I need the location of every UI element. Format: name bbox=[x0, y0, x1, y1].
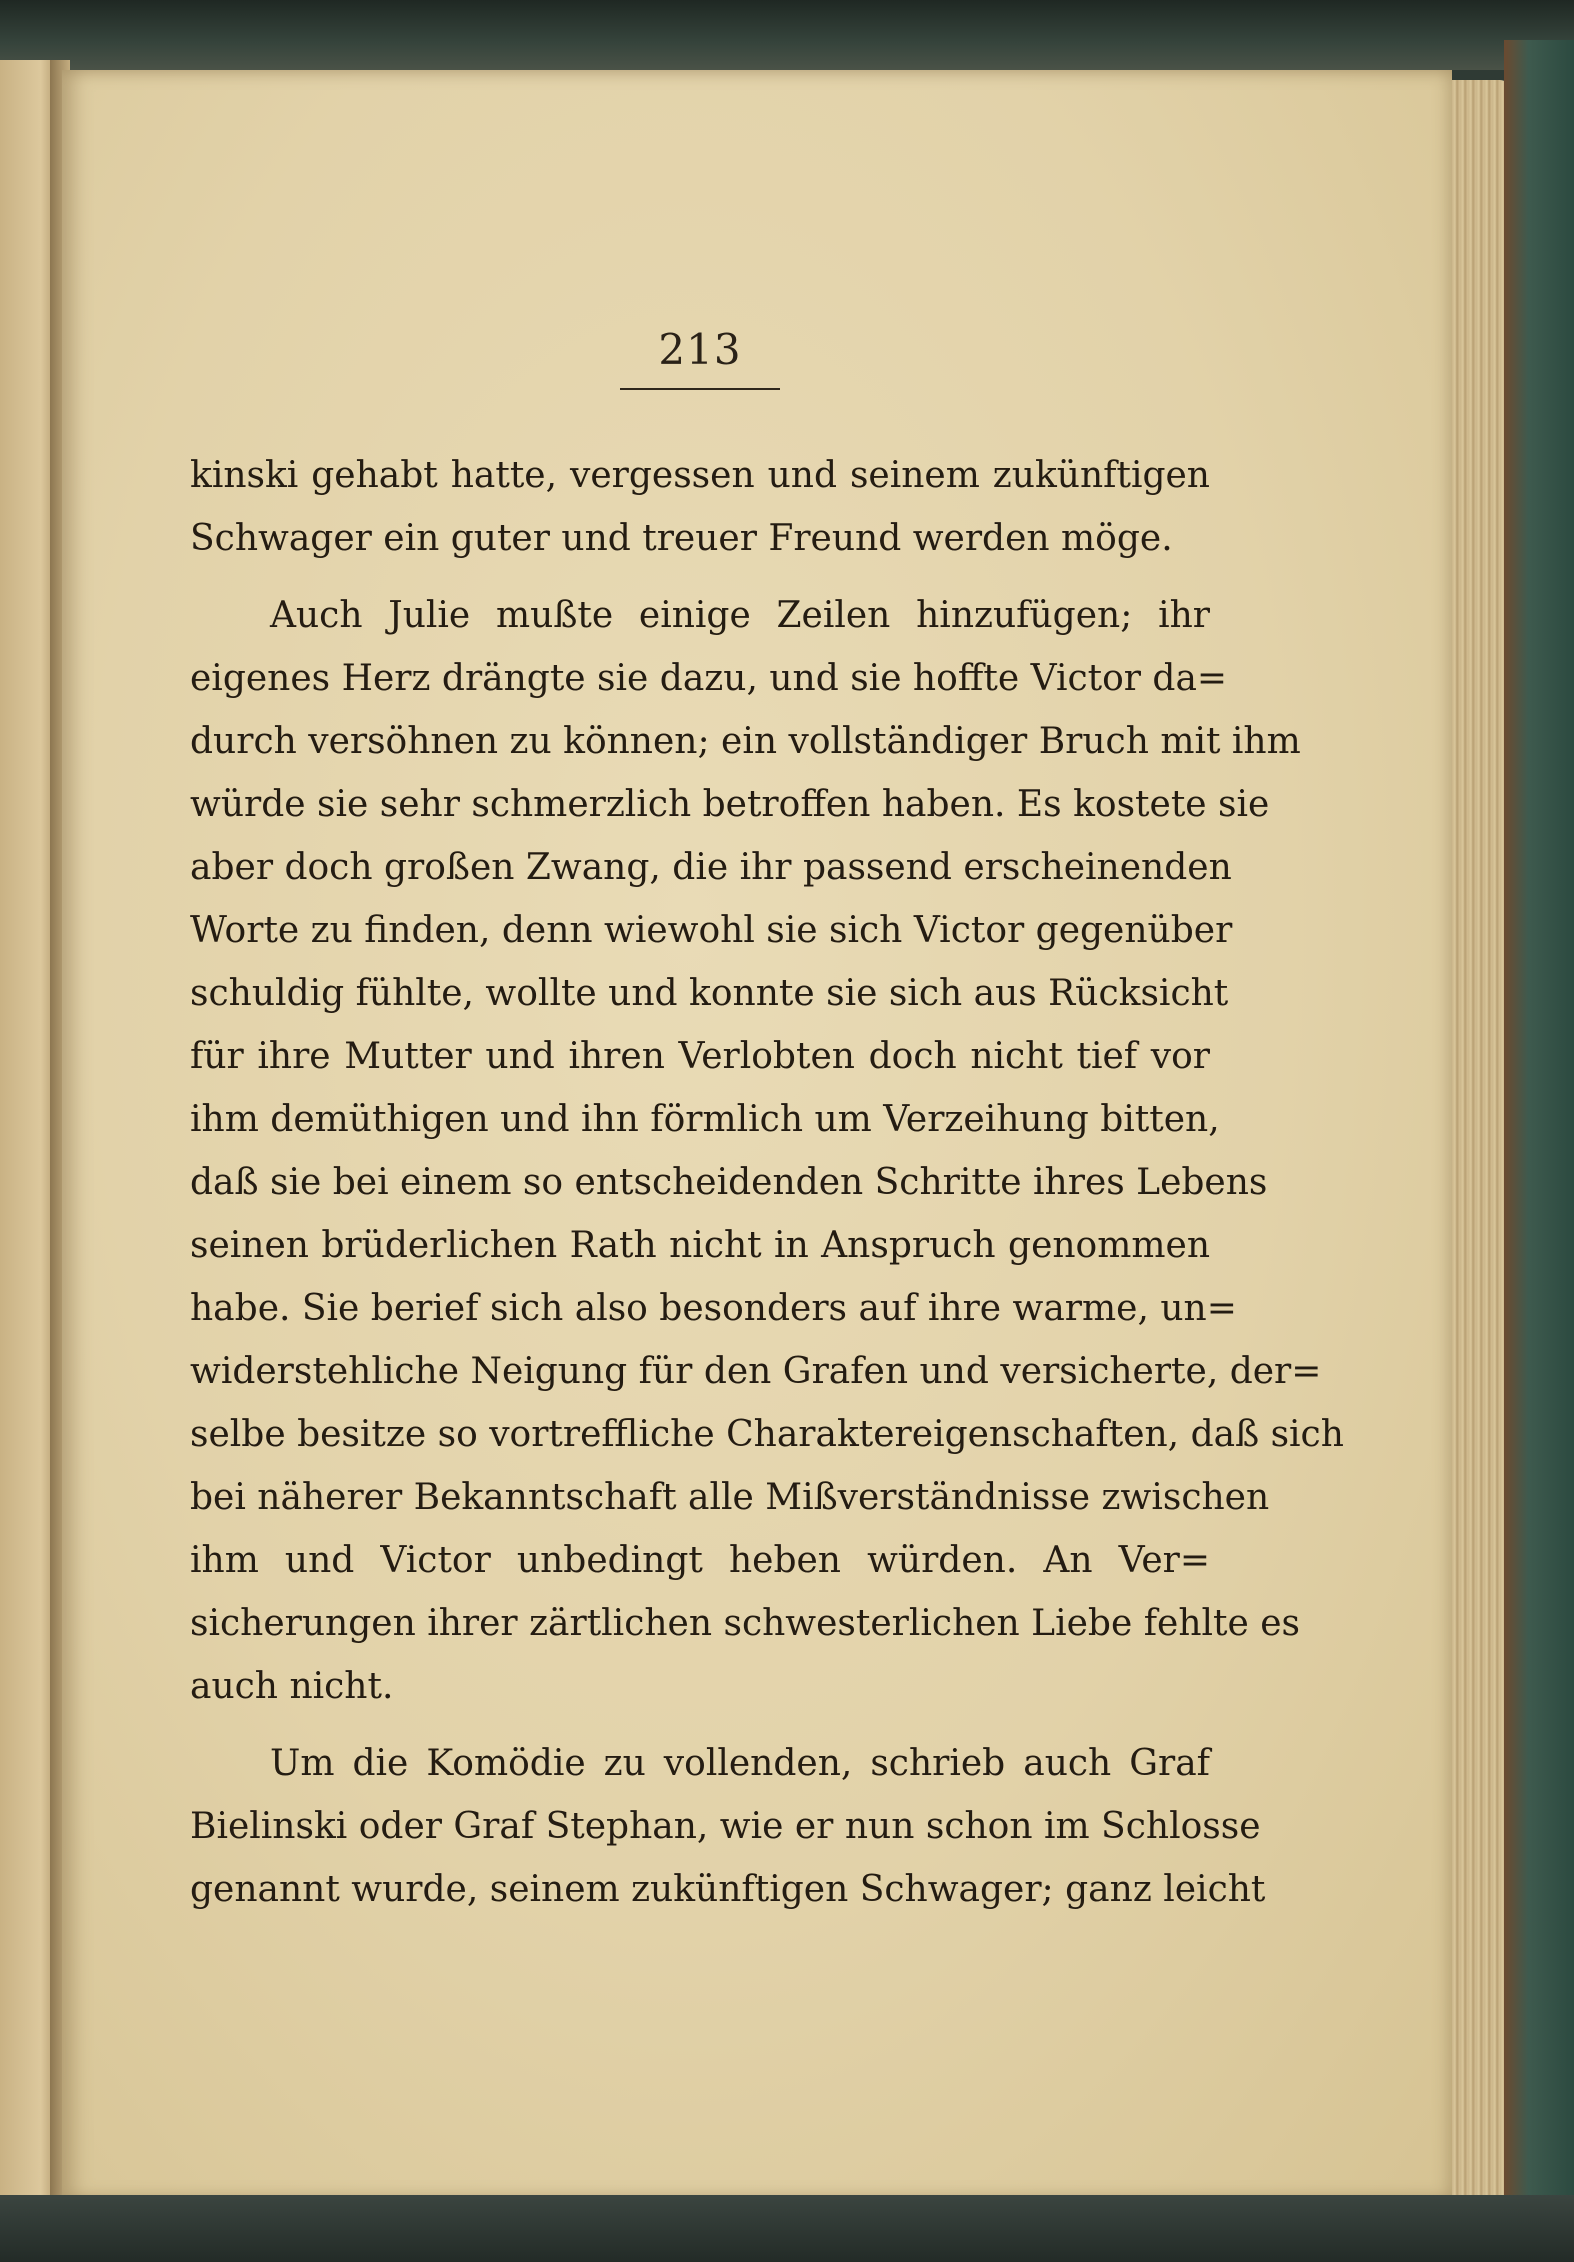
text-line: Um die Komödie zu vollenden, schrieb auch Graf bbox=[270, 1743, 1210, 1784]
text-line: auch nicht. bbox=[190, 1666, 394, 1707]
header-rule bbox=[620, 388, 780, 390]
text-line: daß sie bei einem so entscheidenden Schritte ihres Lebens bbox=[190, 1162, 1268, 1203]
text-line: genannt wurde, seinem zukünftigen Schwager; ganz leicht bbox=[190, 1869, 1266, 1910]
text-line: seinen brüderlichen Rath nicht in Anspruch genommen bbox=[190, 1225, 1210, 1266]
text-line: schuldig fühlte, wollte und konnte sie sich aus Rücksicht bbox=[190, 973, 1229, 1014]
text-line: Auch Julie mußte einige Zeilen hinzufügen; ihr bbox=[270, 595, 1210, 636]
page-header bbox=[620, 320, 780, 390]
scan-background-top bbox=[0, 0, 1574, 70]
book-cover-edge bbox=[1504, 40, 1574, 2200]
body-text bbox=[190, 444, 1344, 1921]
text-line: Schwager ein guter und treuer Freund werden möge. bbox=[190, 518, 1173, 559]
page-number: 213 bbox=[658, 325, 742, 374]
text-line: sicherungen ihrer zärtlichen schwesterlichen Liebe fehlte es bbox=[190, 1603, 1301, 1644]
scan-background-bottom bbox=[0, 2195, 1574, 2262]
text-line: widerstehliche Neigung für den Grafen und versicherte, der= bbox=[190, 1351, 1322, 1392]
text-line: für ihre Mutter und ihren Verlobten doch nicht tief vor bbox=[190, 1036, 1210, 1077]
text-line: bei näherer Bekanntschaft alle Mißverständnisse zwischen bbox=[190, 1477, 1270, 1518]
text-line: durch versöhnen zu können; ein vollständiger Bruch mit ihm bbox=[190, 721, 1301, 762]
paragraph-gap bbox=[190, 570, 1210, 584]
text-line: ihm und Victor unbedingt heben würden. An Ver= bbox=[190, 1540, 1210, 1581]
text-line: würde sie sehr schmerzlich betroffen haben. Es kostete sie bbox=[190, 784, 1270, 825]
paragraph bbox=[190, 444, 1210, 570]
text-line: Bielinski oder Graf Stephan, wie er nun schon im Schlosse bbox=[190, 1806, 1261, 1847]
text-line: Worte zu finden, denn wiewohl sie sich Victor gegenüber bbox=[190, 910, 1233, 951]
text-line: aber doch großen Zwang, die ihr passend erscheinenden bbox=[190, 847, 1232, 888]
text-line: kinski gehabt hatte, vergessen und seinem zukünftigen bbox=[190, 455, 1210, 496]
paragraph bbox=[190, 584, 1344, 1718]
text-line: habe. Sie berief sich also besonders auf ihre warme, un= bbox=[190, 1288, 1237, 1329]
text-line: selbe besitze so vortreffliche Charaktereigenschaften, daß sich bbox=[190, 1414, 1344, 1455]
paragraph-gap bbox=[190, 1718, 1210, 1732]
text-line: eigenes Herz drängte sie dazu, und sie hoffte Victor da= bbox=[190, 658, 1228, 699]
text-line: ihm demüthigen und ihn förmlich um Verzeihung bitten, bbox=[190, 1099, 1220, 1140]
paragraph bbox=[190, 1732, 1266, 1921]
